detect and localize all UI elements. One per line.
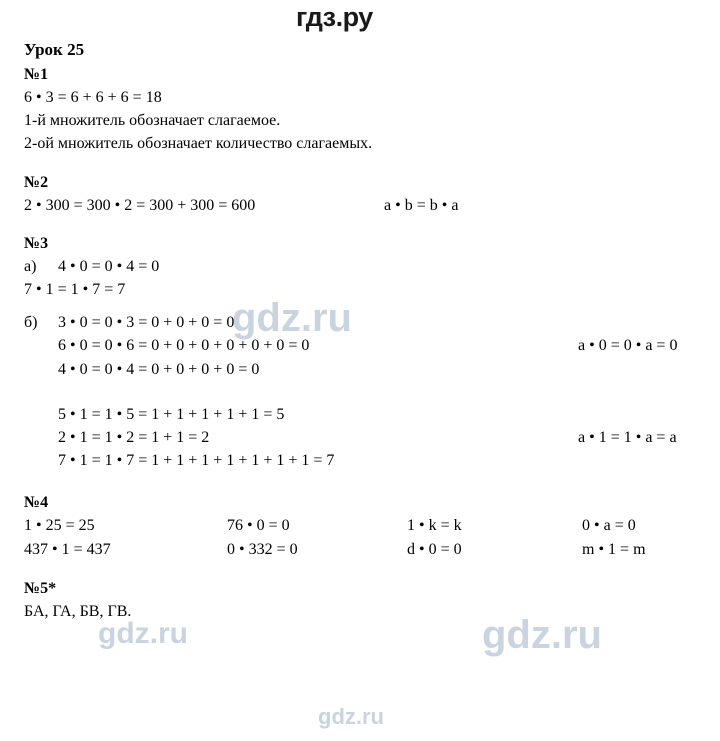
solution-content <box>24 40 700 623</box>
task-2-expression: 2 • 300 = 300 • 2 = 300 + 300 = 600 <box>24 196 256 214</box>
lesson-title: Урок 25 <box>24 40 85 59</box>
spacer-cell <box>24 426 58 449</box>
watermark-center: gdz.ru <box>232 296 352 340</box>
task-3-part-b-line-1 <box>24 311 700 334</box>
watermark-bottom: gdz.ru <box>318 704 384 729</box>
watermark-lower-right: gdz.ru <box>482 613 602 657</box>
task-3-b-expr-2: 6 • 0 = 0 • 6 = 0 + 0 + 0 + 0 + 0 + 0 = 0 <box>58 337 310 355</box>
task-3-part-b-line-3 <box>24 358 700 381</box>
spacer <box>24 381 700 403</box>
task-2-row <box>24 194 700 217</box>
task-4-cell-r2c4: m • 1 = m <box>582 541 646 559</box>
task-3-b-expr-5: 2 • 1 = 1 • 2 = 1 + 1 = 2 <box>58 428 210 446</box>
spacer <box>24 301 700 311</box>
spacer <box>24 217 700 235</box>
task-number-1: №1 <box>24 66 49 83</box>
task-4-cell-r2c3: d • 0 = 0 <box>407 541 462 559</box>
spacer-cell <box>24 358 58 381</box>
task-1-line-3: 2-ой множитель обозначает количество слагаемых. <box>24 135 373 153</box>
task-3-part-a-label: а) <box>24 257 37 275</box>
task-4-cell-r1c1: 1 • 25 = 25 <box>24 517 95 535</box>
spacer <box>24 156 700 174</box>
spacer <box>24 472 700 494</box>
task-3-b-expr-3: 4 • 0 = 0 • 4 = 0 + 0 + 0 + 0 = 0 <box>58 360 260 378</box>
spacer-cell <box>24 449 58 472</box>
task-3-group1-law: a • 0 = 0 • a = 0 <box>578 337 678 355</box>
task-2-law: a • b = b • a <box>384 196 459 214</box>
task-3-b-expr-4: 5 • 1 = 1 • 5 = 1 + 1 + 1 + 1 + 1 = 5 <box>58 405 285 423</box>
task-4-cell-r2c2: 0 • 332 = 0 <box>227 541 298 559</box>
task-5-answer: БА, ГА, БВ, ГВ. <box>24 603 132 621</box>
task-4-grid <box>24 514 700 562</box>
task-3-part-b-line-5 <box>24 426 700 449</box>
task-4-cell-r1c4: 0 • a = 0 <box>582 517 636 535</box>
spacer-cell <box>24 334 58 357</box>
task-3-b-expr-1: 3 • 0 = 0 • 3 = 0 + 0 + 0 = 0 <box>58 314 235 332</box>
task-4-cell-r1c2: 76 • 0 = 0 <box>227 517 290 535</box>
task-1-line-1: 6 • 3 = 6 + 6 + 6 = 18 <box>24 89 162 106</box>
task-3-part-b-line-6 <box>24 449 700 472</box>
spacer <box>24 562 700 580</box>
spacer-cell <box>24 403 58 426</box>
task-3-group2-law: a • 1 = 1 • a = a <box>578 428 677 446</box>
site-logo[interactable] <box>296 2 373 33</box>
task-1-line-2: 1-й множитель обозначает слагаемое. <box>24 112 281 130</box>
task-3-part-a-line-1 <box>24 255 700 278</box>
task-3-part-b-line-2 <box>24 334 700 357</box>
task-number-5: №5* <box>24 580 57 598</box>
task-4-cell-r1c3: 1 • k = k <box>407 517 462 535</box>
task-3-part-b-line-4 <box>24 403 700 426</box>
watermark-lower-left: gdz.ru <box>98 617 188 650</box>
task-3-a-expr-1: 4 • 0 = 0 • 4 = 0 <box>58 257 160 275</box>
task-number-3: №3 <box>24 234 49 252</box>
logo-text-gdz: гдз <box>296 2 336 32</box>
task-3-a-expr-2: 7 • 1 = 1 • 7 = 7 <box>24 280 126 298</box>
task-3-part-b-label: б) <box>24 314 38 332</box>
task-3-b-expr-6: 7 • 1 = 1 • 7 = 1 + 1 + 1 + 1 + 1 + 1 + 1 = 7 <box>58 452 335 470</box>
logo-text-ru: .ру <box>335 2 373 32</box>
task-number-4: №4 <box>24 494 49 512</box>
task-4-cell-r2c1: 437 • 1 = 437 <box>24 541 111 559</box>
task-number-2: №2 <box>24 173 49 191</box>
